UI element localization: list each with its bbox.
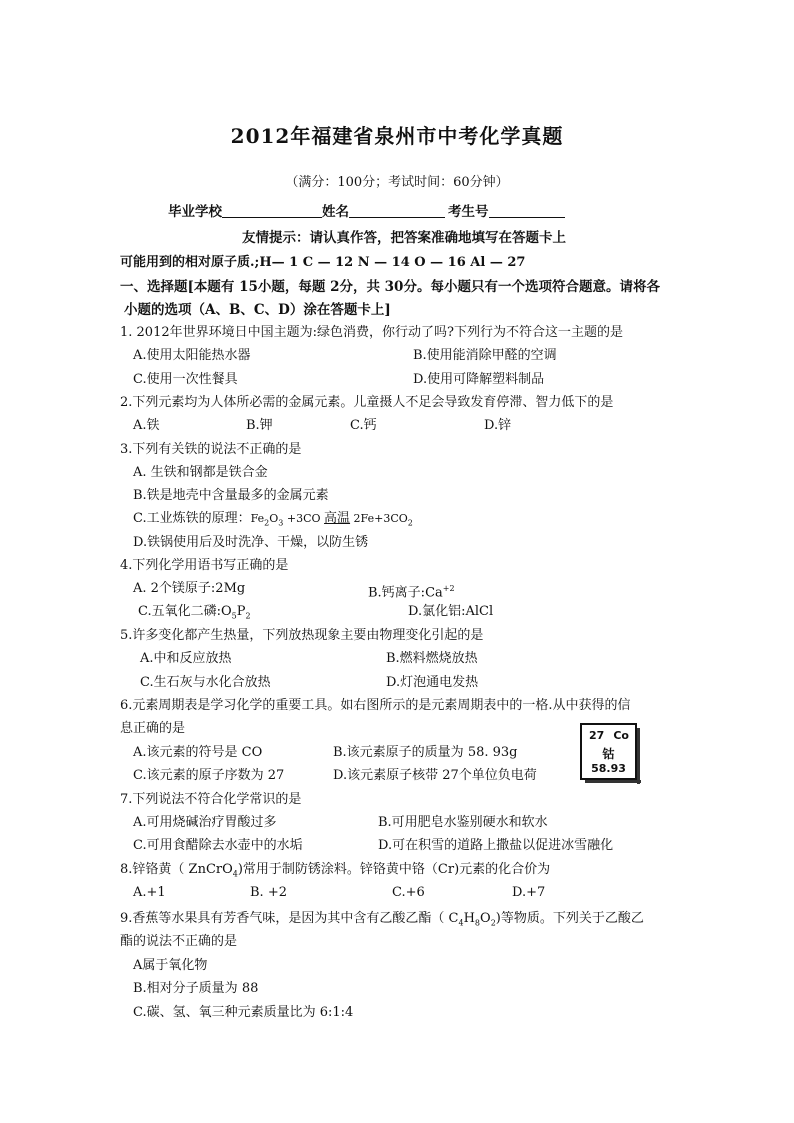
name-label: 姓名	[322, 204, 349, 220]
element-name: 钴	[602, 747, 615, 761]
q6-option-d: D.该元素原子核带 27个单位负电荷	[333, 768, 537, 783]
q8-stem-sub: 4	[232, 869, 238, 879]
q7-stem: 7.下列说法不符合化学常识的是	[120, 792, 302, 807]
q3-stem: 3.下列有关铁的说法不正确的是	[120, 442, 302, 457]
section-heading-cont: 小题的选项（A、B、C、D）涂在答题卡上]	[124, 302, 391, 318]
page-title: 2012年福建省泉州市中考化学真题	[230, 124, 564, 148]
q5-option-a: A.中和反应放热	[140, 651, 232, 666]
student-info-line	[168, 203, 565, 221]
q4-option-b	[368, 580, 455, 602]
school-label: 毕业学校	[168, 204, 222, 220]
q3-c-fe: Fe	[250, 512, 265, 525]
q6-option-b: B.该元素原子的质量为 58. 93g	[333, 745, 518, 760]
q2-option-d: D.锌	[484, 418, 512, 433]
q6-stem: 6.元素周期表是学习化学的重要工具。如右图所示的是元素周期表中的一格.从中获得的信	[120, 698, 631, 713]
atomic-mass: 58.93	[591, 762, 626, 775]
periodic-table-cell	[580, 723, 637, 780]
q9-h: H	[463, 911, 475, 926]
q9-sub1: 4	[458, 918, 464, 928]
q3-c-post: 2Fe+3CO	[350, 512, 408, 525]
name-blank[interactable]	[349, 203, 445, 218]
q3-c-o: O	[269, 512, 279, 525]
q8-option-c: C.+6	[392, 885, 425, 900]
q3-option-c	[133, 510, 413, 533]
cell-shadow-right	[637, 728, 640, 784]
q2-stem: 2.下列元素均为人体所必需的金属元素。儿童摄人不足会导致发育停滞、智力低下的是	[120, 395, 614, 410]
q9-option-a: A属于氧化物	[133, 958, 208, 973]
q3-c-condition: 高温	[324, 511, 351, 526]
q3-c-post-sub: 2	[407, 518, 413, 528]
q8-option-d: D.+7	[512, 885, 546, 900]
q9-sub3: 2	[490, 918, 496, 928]
q1-option-b: B.使用能消除甲醛的空调	[413, 348, 557, 363]
q9-stem-pre: 9.香蕉等水果具有芳香气味，是因为其中含有乙酸乙酯（ C	[120, 911, 459, 926]
q1-option-c: C.使用一次性餐具	[133, 372, 238, 387]
q8-stem	[120, 861, 550, 884]
q5-option-d: D.灯泡通电发热	[386, 675, 479, 690]
q8-option-a: A.+1	[133, 885, 166, 900]
q4-option-a: A. 2个镁原子:2Mg	[133, 581, 246, 596]
q4-c-sub1: 5	[231, 611, 237, 621]
q4-c-p: P	[236, 604, 246, 619]
q9-stem	[120, 910, 644, 933]
school-blank[interactable]	[222, 203, 322, 218]
q3-c-o-sub: 3	[278, 518, 284, 528]
q1-option-d: D.使用可降解塑料制品	[413, 372, 545, 387]
q2-option-a: A.铁	[133, 418, 160, 433]
tip-line: 友情提示：请认真作答，把答案准确地填写在答题卡上	[242, 230, 566, 246]
q5-stem: 5.许多变化都产生热量，下列放热现象主要由物理变化引起的是	[120, 628, 484, 643]
q8-option-b: B. +2	[250, 885, 287, 900]
q3-option-d: D.铁锅使用后及时洗净、干燥，以防生锈	[133, 535, 369, 550]
q4-option-c	[138, 603, 251, 626]
q6-stem-cont: 息正确的是	[120, 721, 186, 736]
q1-stem: 1. 2012年世界环境日中国主题为:绿色消费，你行动了吗?下列行为不符合这一主题的是	[120, 325, 623, 340]
q3-option-a: A. 生铁和钢都是铁合金	[133, 465, 268, 480]
q4-b-text: B.钙离子:Ca	[368, 585, 443, 601]
q4-c-text: C.五氧化二磷:O	[138, 604, 232, 619]
q5-option-b: B.燃料燃烧放热	[386, 651, 478, 666]
q2-option-b: B.钾	[246, 418, 273, 433]
q9-sub2: 8	[474, 918, 481, 928]
q3-option-b: B.铁是地壳中含量最多的金属元素	[133, 488, 329, 503]
id-label: 考生号	[448, 204, 489, 220]
section-heading: 一、选择题[本题有 15小题，每题 2分，共 30分。每小题只有一个选项符合题意。请将各	[120, 279, 660, 295]
element-symbol: Co	[613, 729, 629, 742]
q8-stem-pre: 8.锌铬黄（ ZnCrO	[120, 862, 233, 877]
q1-option-a: A.使用太阳能热水器	[133, 348, 251, 363]
q4-c-sub2: 2	[245, 611, 251, 621]
q6-option-c: C.该元素的原子序数为 27	[133, 768, 285, 783]
q7-option-c: C.可用食醋除去水壶中的水垢	[133, 838, 303, 853]
q4-stem: 4.下列化学用语书写正确的是	[120, 558, 289, 573]
cell-shadow-bottom	[585, 780, 641, 783]
q6-option-a: A.该元素的符号是 CO	[133, 745, 263, 760]
q3-c-fe-sub: 2	[264, 518, 270, 528]
q3-c-mid: +3CO	[283, 512, 325, 525]
q7-option-a: A.可用烧碱治疗胃酸过多	[133, 815, 277, 830]
q9-stem-cont: 酯的说法不正确的是	[120, 934, 238, 949]
q9-option-c: C.碳、氢、氧三种元素质量比为 6:1:4	[133, 1005, 354, 1020]
q9-stem-post: )等物质。下列关于乙酸乙	[495, 911, 644, 926]
q7-option-d: D.可在积雪的道路上撒盐以促进冰雪融化	[378, 838, 614, 853]
id-blank[interactable]	[489, 203, 565, 218]
q9-option-b: B.相对分子质量为 88	[133, 981, 259, 996]
q2-option-c: C.钙	[350, 418, 377, 433]
q3-c-label: C.工业炼铁的原理：	[133, 511, 251, 526]
q4-option-d: D.氯化铝:AlCl	[408, 604, 494, 619]
q9-o: O	[480, 911, 491, 926]
q4-b-charge: +2	[442, 584, 455, 593]
exam-info: （满分：100分；考试时间：60分钟）	[285, 175, 509, 190]
atomic-number: 27	[589, 729, 605, 742]
q8-stem-post: )常用于制防锈涂料。锌铬黄中铬（Cr)元素的化合价为	[237, 862, 551, 877]
q5-option-c: C.生石灰与水化合放热	[140, 675, 271, 690]
q7-option-b: B.可用肥皂水鉴别硬水和软水	[378, 815, 548, 830]
atomic-masses: 可能用到的相对原子质.;H— 1 C — 12 N — 14 O — 16 Al — 27	[120, 255, 526, 270]
